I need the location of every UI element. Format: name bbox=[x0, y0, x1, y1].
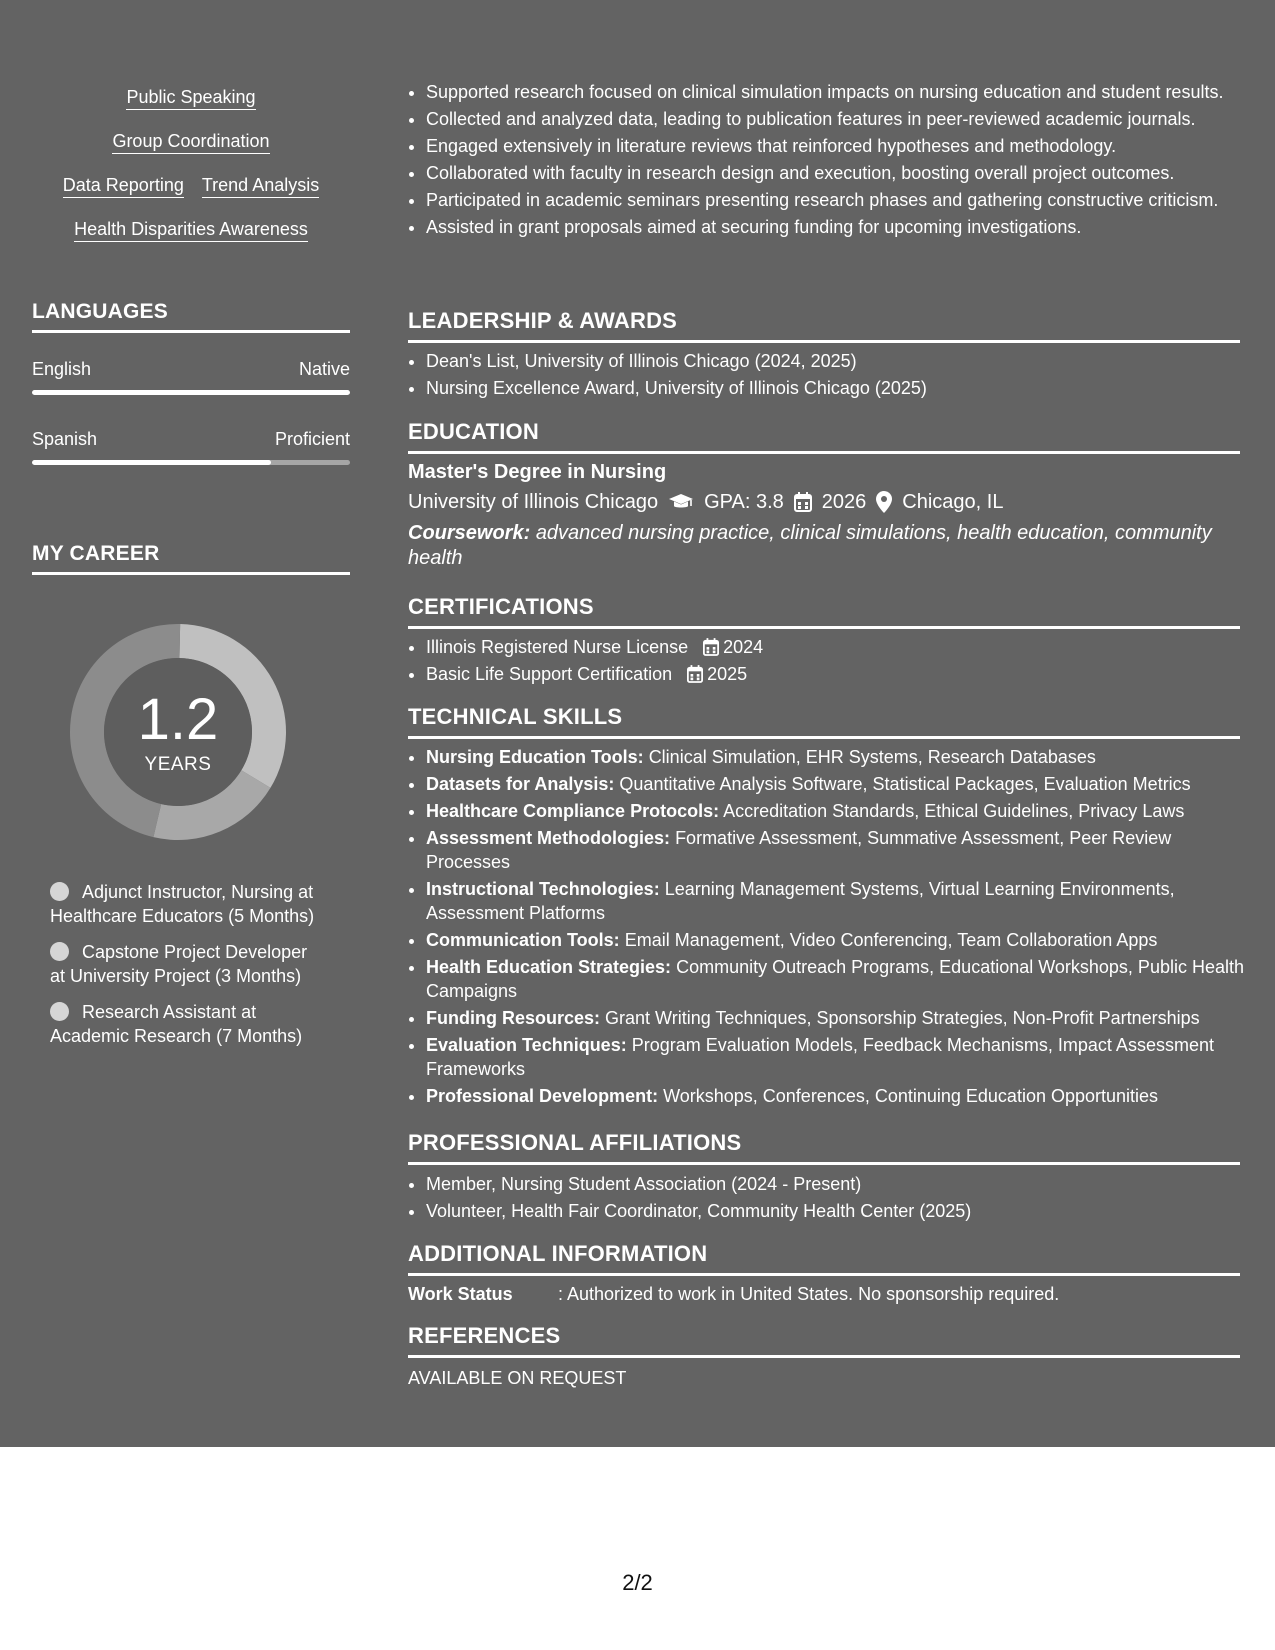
skill-tag[interactable]: Group Coordination bbox=[112, 130, 269, 154]
career-item bbox=[50, 940, 320, 988]
references-heading: REFERENCES bbox=[408, 1323, 1240, 1358]
skill-label: Datasets for Analysis: bbox=[426, 774, 615, 794]
degree-title: Master's Degree in Nursing bbox=[408, 461, 667, 483]
education-meta bbox=[408, 489, 1003, 515]
skill-label: Nursing Education Tools: bbox=[426, 747, 644, 767]
page-number: 2/2 bbox=[622, 1570, 653, 1595]
career-item bbox=[50, 1000, 320, 1048]
additional-info-heading: ADDITIONAL INFORMATION bbox=[408, 1241, 1240, 1276]
location-pin-icon bbox=[876, 491, 892, 513]
career-heading: MY CAREER bbox=[32, 542, 350, 575]
skill-tag[interactable]: Trend Analysis bbox=[202, 174, 319, 198]
graduation-year: 2026 bbox=[821, 491, 867, 513]
list-item bbox=[426, 662, 1258, 686]
coursework-text: advanced nursing practice, clinical simulations, health education, community health bbox=[408, 522, 1212, 569]
gpa-value: GPA: 3.8 bbox=[704, 491, 784, 513]
list-item: • Assisted in grant proposals aimed at securing funding for upcoming investigations. bbox=[426, 215, 1258, 239]
skill-value: Learning Management Systems, Virtual Learning Environments, Assessment Platforms bbox=[426, 879, 1175, 923]
career-item-text: Adjunct Instructor, Nursing at Healthcare Educators (5 Months) bbox=[50, 882, 315, 926]
work-status-row bbox=[408, 1282, 1059, 1306]
graduation-cap-icon bbox=[668, 492, 694, 512]
list-item: • Member, Nursing Student Association (2024 - Present) bbox=[426, 1172, 1258, 1196]
list-item: • Engaged extensively in literature reviews that reinforced hypotheses and methodology. bbox=[426, 134, 1258, 158]
skill-tag-row bbox=[32, 218, 350, 242]
skill-label: Instructional Technologies: bbox=[426, 879, 660, 899]
language-level: Native bbox=[298, 359, 350, 379]
language-proficiency-bar bbox=[32, 460, 350, 465]
skill-tag-row bbox=[32, 174, 350, 198]
skill-label: Funding Resources: bbox=[426, 1008, 601, 1028]
certification-year: 2025 bbox=[707, 664, 748, 684]
list-item bbox=[426, 1006, 1258, 1030]
skill-label: Communication Tools: bbox=[426, 930, 620, 950]
skill-tag[interactable]: Public Speaking bbox=[126, 86, 255, 110]
career-list bbox=[50, 880, 320, 1060]
leadership-heading: LEADERSHIP & AWARDS bbox=[408, 308, 1240, 343]
certification-year: 2024 bbox=[723, 637, 764, 657]
list-item bbox=[426, 928, 1258, 952]
references-value: AVAILABLE ON REQUEST bbox=[408, 1368, 627, 1388]
certifications-heading: CERTIFICATIONS bbox=[408, 594, 1240, 629]
language-name: Spanish bbox=[32, 429, 98, 449]
list-item bbox=[426, 877, 1258, 925]
certifications-list bbox=[408, 635, 1258, 689]
skill-label: Professional Development: bbox=[426, 1086, 659, 1106]
affiliations-list bbox=[408, 1172, 1258, 1226]
list-item: • Volunteer, Health Fair Coordinator, Community Health Center (2025) bbox=[426, 1199, 1258, 1223]
skill-label: Healthcare Compliance Protocols: bbox=[426, 801, 720, 821]
language-proficiency-fill bbox=[32, 390, 350, 395]
list-item bbox=[426, 635, 1258, 659]
list-item bbox=[426, 772, 1258, 796]
list-item bbox=[426, 1084, 1258, 1108]
career-donut-chart bbox=[66, 620, 290, 844]
bullet-dot-icon bbox=[50, 1002, 69, 1021]
skill-value: Workshops, Conferences, Continuing Education Opportunities bbox=[663, 1086, 1159, 1106]
career-item bbox=[50, 880, 320, 928]
affiliations-heading: PROFESSIONAL AFFILIATIONS bbox=[408, 1130, 1240, 1165]
skill-tag[interactable]: Health Disparities Awareness bbox=[74, 218, 308, 242]
career-item-text: Research Assistant at Academic Research (7 Months) bbox=[50, 1002, 303, 1046]
career-unit-label: YEARS bbox=[144, 754, 212, 775]
skill-value: Email Management, Video Conferencing, Team Collaboration Apps bbox=[624, 930, 1158, 950]
leadership-list bbox=[408, 349, 1258, 403]
skill-tags bbox=[32, 86, 350, 262]
language-spanish bbox=[32, 428, 350, 465]
coursework-label: Coursework: bbox=[408, 522, 531, 544]
certification-name: Illinois Registered Nurse License bbox=[426, 637, 689, 657]
calendar-icon bbox=[687, 665, 703, 683]
skill-tag-row bbox=[32, 86, 350, 110]
language-proficiency-bar bbox=[32, 390, 350, 395]
language-name: English bbox=[32, 359, 92, 379]
certification-name: Basic Life Support Certification bbox=[426, 664, 673, 684]
language-proficiency-fill bbox=[32, 460, 271, 465]
skill-value: Program Evaluation Models, Feedback Mechanisms, Impact Assessment Frameworks bbox=[426, 1035, 1214, 1079]
list-item: • Nursing Excellence Award, University of Illinois Chicago (2025) bbox=[426, 376, 1258, 400]
list-item: • Collaborated with faculty in research design and execution, boosting overall project outcomes. bbox=[426, 161, 1258, 185]
school-name: University of Illinois Chicago bbox=[408, 491, 659, 513]
list-item bbox=[426, 826, 1258, 874]
bullet-dot-icon bbox=[50, 942, 69, 961]
work-status-label: Work Status bbox=[408, 1284, 513, 1304]
calendar-icon bbox=[703, 638, 719, 656]
career-item-text: Capstone Project Developer at University Project (3 Months) bbox=[50, 942, 308, 986]
skill-label: Evaluation Techniques: bbox=[426, 1035, 627, 1055]
list-item: • Participated in academic seminars presenting research phases and gathering constructive criticism. bbox=[426, 188, 1258, 212]
skill-value: Clinical Simulation, EHR Systems, Research Databases bbox=[648, 747, 1096, 767]
technical-skills-list bbox=[408, 745, 1258, 1111]
language-level: Proficient bbox=[274, 429, 350, 449]
career-total-years: 1.2 bbox=[137, 687, 219, 752]
school-location: Chicago, IL bbox=[902, 491, 1004, 513]
research-bullets bbox=[408, 80, 1258, 242]
language-english bbox=[32, 358, 350, 395]
list-item bbox=[426, 745, 1258, 769]
languages-heading: LANGUAGES bbox=[32, 300, 350, 333]
list-item: • Collected and analyzed data, leading to publication features in peer-reviewed academic journals. bbox=[426, 107, 1258, 131]
skill-value: Formative Assessment, Summative Assessment, Peer Review Processes bbox=[426, 828, 1172, 872]
calendar-icon bbox=[794, 492, 812, 512]
skill-tag-row bbox=[32, 130, 350, 154]
skill-value: Quantitative Analysis Software, Statistical Packages, Evaluation Metrics bbox=[619, 774, 1191, 794]
skill-value: Accreditation Standards, Ethical Guidelines, Privacy Laws bbox=[723, 801, 1185, 821]
education-heading: EDUCATION bbox=[408, 419, 1240, 454]
list-item bbox=[426, 1033, 1258, 1081]
work-status-value: : Authorized to work in United States. No sponsorship required. bbox=[558, 1284, 1060, 1304]
list-item: • Dean's List, University of Illinois Chicago (2024, 2025) bbox=[426, 349, 1258, 373]
bullet-dot-icon bbox=[50, 882, 69, 901]
skill-tag[interactable]: Data Reporting bbox=[63, 174, 184, 198]
coursework bbox=[408, 521, 1228, 571]
skill-value: Community Outreach Programs, Educational Workshops, Public Health Campaigns bbox=[426, 957, 1244, 1001]
list-item: • Supported research focused on clinical simulation impacts on nursing education and student results. bbox=[426, 80, 1258, 104]
skill-label: Assessment Methodologies: bbox=[426, 828, 671, 848]
skill-label: Health Education Strategies: bbox=[426, 957, 672, 977]
technical-skills-heading: TECHNICAL SKILLS bbox=[408, 704, 1240, 739]
list-item bbox=[426, 799, 1258, 823]
list-item bbox=[426, 955, 1258, 1003]
skill-value: Grant Writing Techniques, Sponsorship Strategies, Non-Profit Partnerships bbox=[605, 1008, 1200, 1028]
